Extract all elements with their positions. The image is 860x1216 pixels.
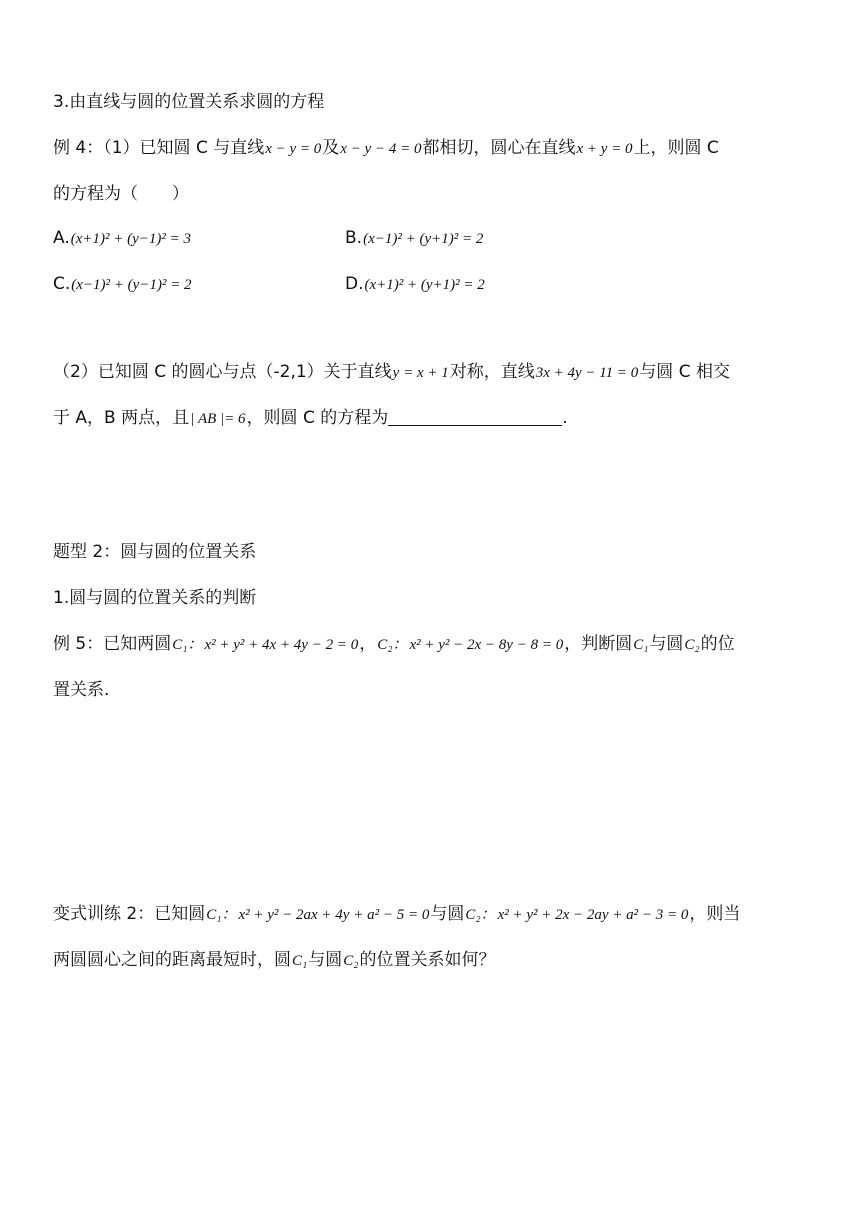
text: 都相切，圆心在直线 — [422, 138, 576, 158]
text: 与圆 — [430, 904, 465, 924]
option-expression: (x−1)² + (y−1)² = 2 — [71, 277, 192, 293]
example-4-part-2-line-1 — [53, 360, 730, 385]
equation-ab-length: | AB |= 6 — [190, 411, 246, 427]
example-4-part-1-line-1 — [53, 136, 719, 161]
text: （2）已知圆 C 的圆心与点（-2,1）关于直线 — [53, 362, 392, 382]
equation-line: 3x + 4y − 11 = 0 — [535, 365, 639, 381]
equation-c1: x² + y² − 2ax + 4y + a² − 5 = 0 — [238, 907, 430, 923]
example-4-part-2-line-2 — [53, 406, 568, 431]
text: ， — [359, 634, 377, 654]
text: 与圆 — [649, 634, 684, 654]
text: 例 4：（1）已知圆 C 与直线 — [53, 138, 265, 158]
text: 于 A，B 两点，且 — [53, 408, 190, 428]
section-3-title: 3.由直线与圆的位置关系求圆的方程 — [53, 92, 325, 112]
option-expression: (x+1)² + (y+1)² = 2 — [364, 277, 485, 293]
text: ，则圆 C 的方程为 — [246, 408, 389, 428]
variant-2-line-1 — [53, 902, 740, 927]
equation-x-plus-y: x + y = 0 — [576, 141, 633, 157]
option-a[interactable] — [53, 226, 192, 251]
example-5-line-2: 置关系. — [53, 680, 110, 700]
text: 与圆 C 相交 — [639, 362, 730, 382]
section-1-title: 1.圆与圆的位置关系的判断 — [53, 588, 257, 608]
option-expression: (x−1)² + (y+1)² = 2 — [363, 231, 484, 247]
equation-x-minus-y-minus-4: x − y − 4 = 0 — [340, 141, 422, 157]
text: 与圆 — [308, 950, 343, 970]
option-label: D. — [345, 274, 364, 294]
equation-c2: x² + y² + 2x − 2ay + a² − 3 = 0 — [497, 907, 689, 923]
option-d[interactable] — [345, 272, 486, 297]
text: 的位置关系如何？ — [359, 950, 496, 970]
circle-c2-ref: C₂ — [343, 953, 359, 969]
circle-c1-ref: C₁ — [292, 953, 308, 969]
variant-2-line-2 — [53, 948, 495, 973]
text: 例 5：已知两圆 — [53, 634, 172, 654]
equation-y-equals-x-plus-1: y = x + 1 — [392, 365, 449, 381]
option-expression: (x+1)² + (y−1)² = 3 — [70, 231, 192, 247]
option-label: B. — [345, 228, 363, 248]
text: 两圆圆心之间的距离最短时，圆 — [53, 950, 291, 970]
option-b[interactable] — [345, 226, 484, 251]
text: ，则当 — [689, 904, 741, 924]
type-2-title: 题型 2：圆与圆的位置关系 — [53, 542, 257, 562]
equation-c1: x² + y² + 4x + 4y − 2 = 0 — [204, 637, 359, 653]
example-5-line-1 — [53, 632, 735, 657]
circle-c2-label: C₂： — [465, 907, 496, 923]
option-label: C. — [53, 274, 71, 294]
text: 变式训练 2：已知圆 — [53, 904, 206, 924]
answer-blank[interactable] — [388, 407, 562, 426]
option-c[interactable] — [53, 272, 193, 297]
equation-c2: x² + y² − 2x − 8y − 8 = 0 — [409, 637, 564, 653]
circle-c1-label: C₁： — [172, 637, 203, 653]
text: 及 — [322, 138, 340, 158]
circle-c1-ref: C₁ — [633, 637, 649, 653]
equation-x-minus-y: x − y = 0 — [265, 141, 322, 157]
option-label: A. — [53, 228, 70, 248]
circle-c2-ref: C₂ — [684, 637, 700, 653]
text: . — [562, 408, 568, 428]
text: ，判断圆 — [564, 634, 633, 654]
circle-c2-label: C₂： — [377, 637, 408, 653]
text: 上，则圆 C — [633, 138, 719, 158]
text: 的位 — [700, 634, 735, 654]
example-4-part-1-line-2: 的方程为（ ） — [53, 184, 189, 204]
text: 对称，直线 — [449, 362, 535, 382]
circle-c1-label: C₁： — [206, 907, 237, 923]
